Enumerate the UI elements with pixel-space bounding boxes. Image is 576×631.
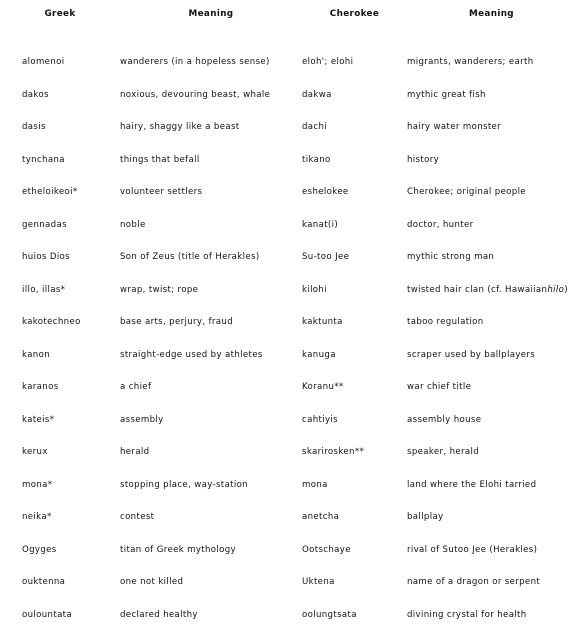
greek-meaning — [120, 371, 302, 404]
greek-meaning-text: declared healthy — [120, 610, 198, 620]
cherokee-meaning — [407, 79, 576, 112]
greek-term-text: dakos — [22, 90, 49, 100]
cherokee-term-text: oolungtsata — [302, 610, 357, 620]
cherokee-term — [302, 306, 407, 339]
table-row — [0, 241, 576, 274]
cherokee-meaning-text: speaker, herald — [407, 447, 479, 457]
cherokee-meaning-text: war chief title — [407, 382, 471, 392]
greek-term-text: kakotechneo — [22, 317, 81, 327]
cherokee-term — [302, 176, 407, 209]
cherokee-term-text: eloh'; elohi — [302, 57, 353, 67]
cherokee-meaning-text: hairy water monster — [407, 122, 501, 132]
greek-term-text: karanos — [22, 382, 59, 392]
cherokee-meaning-text: land where the Elohi tarried — [407, 480, 536, 490]
greek-meaning — [120, 144, 302, 177]
cherokee-term — [302, 339, 407, 372]
greek-meaning-text: base arts, perjury, fraud — [120, 317, 233, 327]
table-row — [0, 79, 576, 112]
cherokee-meaning — [407, 274, 576, 307]
cherokee-meaning-text: twisted hair clan (cf. Hawaiian — [407, 285, 547, 295]
cherokee-term-text: Su-too Jee — [302, 252, 349, 262]
header-greek-meaning: Meaning — [120, 0, 302, 28]
cherokee-meaning-text: mythic great fish — [407, 90, 486, 100]
greek-meaning — [120, 339, 302, 372]
cherokee-meaning-text: assembly house — [407, 415, 481, 425]
table-row — [0, 469, 576, 502]
greek-meaning-text: stopping place, way-station — [120, 480, 248, 490]
greek-term-text: etheloikeoi* — [22, 187, 78, 197]
cherokee-term — [302, 501, 407, 534]
greek-term — [0, 566, 120, 599]
greek-term-text: Ogyges — [22, 545, 57, 555]
greek-meaning-text: wrap, twist; rope — [120, 285, 198, 295]
cherokee-meaning-text: doctor, hunter — [407, 220, 474, 230]
greek-term — [0, 144, 120, 177]
greek-meaning — [120, 404, 302, 437]
greek-meaning-text: titan of Greek mythology — [120, 545, 236, 555]
spacer-row — [0, 28, 576, 46]
cherokee-term-text: kanat(i) — [302, 220, 338, 230]
cherokee-term-text: eshelokee — [302, 187, 349, 197]
cherokee-term-text: Koranu** — [302, 382, 344, 392]
greek-meaning — [120, 534, 302, 567]
greek-meaning — [120, 306, 302, 339]
greek-term-text: mona* — [22, 480, 52, 490]
cherokee-meaning-text: ballplay — [407, 512, 444, 522]
greek-meaning — [120, 599, 302, 631]
greek-term-text: tynchana — [22, 155, 65, 165]
cherokee-term — [302, 436, 407, 469]
table-row — [0, 274, 576, 307]
greek-term — [0, 111, 120, 144]
header-cherokee-meaning: Meaning — [407, 0, 576, 28]
table-row — [0, 176, 576, 209]
cherokee-term — [302, 274, 407, 307]
cherokee-meaning — [407, 339, 576, 372]
greek-term — [0, 436, 120, 469]
greek-meaning — [120, 111, 302, 144]
cherokee-meaning — [407, 209, 576, 242]
greek-meaning-text: a chief — [120, 382, 151, 392]
cherokee-meaning — [407, 566, 576, 599]
cherokee-term-text: kaktunta — [302, 317, 343, 327]
greek-term-text: dasis — [22, 122, 46, 132]
table-row — [0, 111, 576, 144]
greek-meaning-text: wanderers (in a hopeless sense) — [120, 57, 270, 67]
cherokee-meaning-text: history — [407, 155, 439, 165]
greek-meaning — [120, 209, 302, 242]
greek-meaning — [120, 176, 302, 209]
table-row — [0, 339, 576, 372]
greek-meaning-text: volunteer settlers — [120, 187, 202, 197]
cherokee-meaning-text: mythic strong man — [407, 252, 494, 262]
cherokee-term — [302, 209, 407, 242]
greek-meaning-text: assembly — [120, 415, 164, 425]
cherokee-term-text: dakwa — [302, 90, 332, 100]
greek-meaning-text: one not killed — [120, 577, 183, 587]
greek-meaning — [120, 79, 302, 112]
cherokee-meaning — [407, 534, 576, 567]
cherokee-term — [302, 144, 407, 177]
cherokee-term — [302, 469, 407, 502]
cherokee-meaning — [407, 469, 576, 502]
table-row — [0, 404, 576, 437]
table-row — [0, 306, 576, 339]
cherokee-term — [302, 566, 407, 599]
greek-term — [0, 469, 120, 502]
cherokee-term — [302, 404, 407, 437]
cherokee-term — [302, 79, 407, 112]
cherokee-term — [302, 534, 407, 567]
cherokee-meaning-text: migrants, wanderers; earth — [407, 57, 534, 67]
cherokee-term-text: Ootschaye — [302, 545, 351, 555]
table-row — [0, 209, 576, 242]
greek-term — [0, 404, 120, 437]
cherokee-meaning-text: taboo regulation — [407, 317, 484, 327]
greek-meaning — [120, 46, 302, 79]
greek-term-text: gennadas — [22, 220, 67, 230]
greek-meaning — [120, 501, 302, 534]
cherokee-term-text: skarirosken** — [302, 447, 364, 457]
table-row — [0, 436, 576, 469]
cherokee-term — [302, 241, 407, 274]
cherokee-term-text: kilohi — [302, 285, 327, 295]
greek-meaning-text: straight-edge used by athletes — [120, 350, 263, 360]
cherokee-meaning-text: scraper used by ballplayers — [407, 350, 535, 360]
cherokee-term-text: Uktena — [302, 577, 335, 587]
table-row — [0, 599, 576, 631]
greek-meaning-text: noble — [120, 220, 146, 230]
greek-meaning-text: Son of Zeus (title of Herakles) — [120, 252, 260, 262]
greek-term — [0, 371, 120, 404]
cherokee-meaning — [407, 436, 576, 469]
greek-meaning — [120, 566, 302, 599]
greek-meaning-text: hairy, shaggy like a beast — [120, 122, 240, 132]
table-row — [0, 566, 576, 599]
cherokee-term — [302, 46, 407, 79]
cherokee-meaning — [407, 176, 576, 209]
cherokee-meaning-text: rival of Sutoo Jee (Herakles) — [407, 545, 537, 555]
table-row — [0, 371, 576, 404]
cherokee-meaning-text: divining crystal for health — [407, 610, 527, 620]
cherokee-meaning — [407, 46, 576, 79]
cherokee-term-text: cahtiyis — [302, 415, 338, 425]
cherokee-term-text: tikano — [302, 155, 331, 165]
greek-term-text: kanon — [22, 350, 50, 360]
header-row — [0, 0, 576, 28]
greek-meaning-text: things that befall — [120, 155, 200, 165]
cherokee-meaning-italic-text: hilo — [547, 285, 564, 295]
greek-term — [0, 339, 120, 372]
header-greek: Greek — [0, 0, 120, 28]
greek-meaning — [120, 436, 302, 469]
table-row — [0, 46, 576, 79]
greek-term-text: alomenoi — [22, 57, 64, 67]
greek-term — [0, 176, 120, 209]
cherokee-meaning-text: name of a dragon or serpent — [407, 577, 540, 587]
greek-term-text: kerux — [22, 447, 48, 457]
greek-meaning — [120, 469, 302, 502]
cherokee-meaning — [407, 144, 576, 177]
greek-term — [0, 209, 120, 242]
cherokee-term-text: mona — [302, 480, 328, 490]
greek-term-text: kateis* — [22, 415, 54, 425]
cherokee-term — [302, 111, 407, 144]
cherokee-term-text: kanuga — [302, 350, 336, 360]
greek-meaning-text: noxious, devouring beast, whale — [120, 90, 270, 100]
greek-term-text: huios Dios — [22, 252, 70, 262]
cherokee-meaning — [407, 371, 576, 404]
greek-term-text: neika* — [22, 512, 52, 522]
greek-meaning — [120, 241, 302, 274]
cherokee-term-text: anetcha — [302, 512, 339, 522]
greek-term — [0, 46, 120, 79]
greek-term — [0, 274, 120, 307]
cherokee-meaning-end-text: ) — [564, 285, 568, 295]
greek-term — [0, 534, 120, 567]
greek-term — [0, 306, 120, 339]
cherokee-meaning — [407, 241, 576, 274]
cherokee-meaning — [407, 501, 576, 534]
greek-term — [0, 79, 120, 112]
table-row — [0, 501, 576, 534]
greek-term — [0, 599, 120, 631]
cherokee-term — [302, 599, 407, 631]
header-cherokee: Cherokee — [302, 0, 407, 28]
greek-term-text: illo, illas* — [22, 285, 65, 295]
greek-term — [0, 241, 120, 274]
greek-meaning — [120, 274, 302, 307]
cherokee-meaning — [407, 306, 576, 339]
cherokee-meaning-text: Cherokee; original people — [407, 187, 526, 197]
cherokee-meaning — [407, 599, 576, 631]
greek-term — [0, 501, 120, 534]
table-row — [0, 534, 576, 567]
cherokee-meaning — [407, 404, 576, 437]
greek-meaning-text: contest — [120, 512, 154, 522]
cherokee-term — [302, 371, 407, 404]
greek-term-text: oulountata — [22, 610, 72, 620]
greek-meaning-text: herald — [120, 447, 149, 457]
cherokee-meaning — [407, 111, 576, 144]
cherokee-term-text: dachi — [302, 122, 327, 132]
greek-term-text: ouktenna — [22, 577, 65, 587]
table-row — [0, 144, 576, 177]
